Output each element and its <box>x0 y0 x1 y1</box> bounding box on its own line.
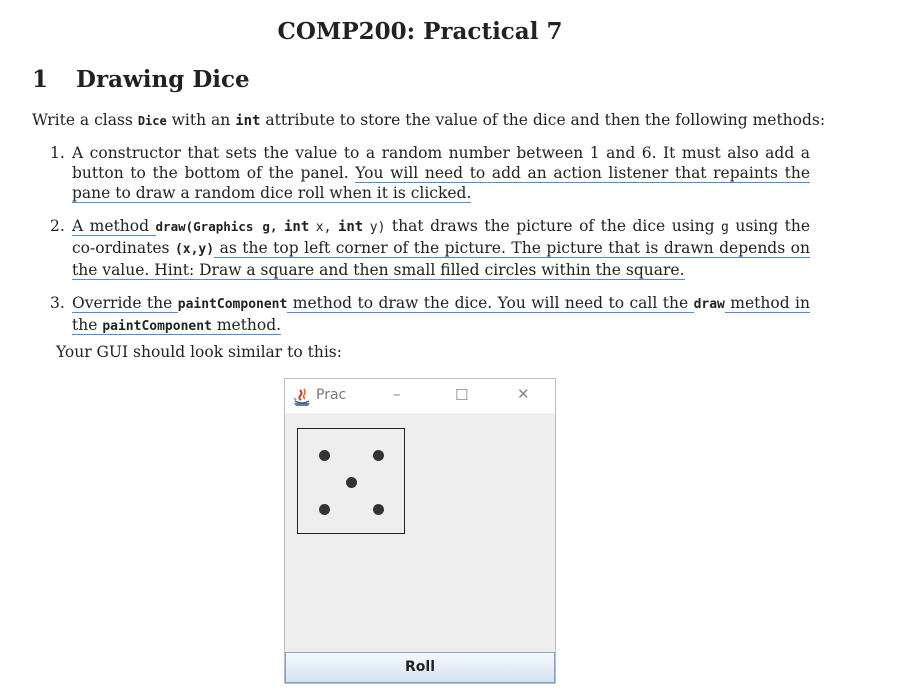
dice-pip <box>373 504 384 515</box>
dice-pip <box>346 477 357 488</box>
item-1-text: A constructor that sets the value to a random number between 1 and 6. It must also add a button to the bottom of the panel. <box>72 144 810 182</box>
dice-square <box>297 428 405 534</box>
list-item <box>50 216 810 280</box>
item-number: 3. <box>50 294 65 312</box>
item-3-code-paintcomponent: paintComponent <box>177 297 288 312</box>
method-list <box>50 143 810 350</box>
item-3-text-c: method in the <box>72 294 810 334</box>
list-item <box>50 293 810 337</box>
item-3-text-a: Override the <box>72 294 178 312</box>
gui-intro-text: Your GUI should look similar to this: <box>56 343 342 361</box>
dice-panel <box>285 413 555 651</box>
document-title: COMP200: Practical 7 <box>277 18 563 45</box>
item-number: 1. <box>50 144 65 162</box>
item-2-code-xy: (x,y) <box>174 242 215 257</box>
java-window <box>284 378 556 684</box>
item-2-text-a: A method <box>72 217 156 235</box>
intro-code-dice: Dice <box>137 114 167 128</box>
item-1-underlined-text: You will need to add an action listener that repaints the pane to draw a random dice roll when it is clicked. <box>72 164 811 202</box>
item-2-code-x: x, <box>315 220 332 235</box>
intro-code-int: int <box>235 113 261 129</box>
item-2-keyword-int: int <box>284 219 310 235</box>
item-2-keyword-int: int <box>337 219 364 235</box>
item-3-text-b: method to draw the dice. You will need to call the <box>287 294 694 312</box>
maximize-button[interactable]: ☐ <box>455 386 469 404</box>
dice-pip <box>319 450 330 461</box>
section-number: 1 <box>32 66 49 93</box>
item-3-code-draw: draw <box>693 297 725 312</box>
intro-text-3: attribute to store the value of the dice and then the following methods: <box>260 111 826 129</box>
item-3-code-paintcomponent-2: paintComponent <box>102 319 212 334</box>
item-2-code-y: y) <box>369 220 386 235</box>
item-2-code-g: g <box>721 220 729 235</box>
java-coffee-icon <box>291 387 313 407</box>
dice-pip <box>319 504 330 515</box>
intro-text-2: with an <box>166 111 236 129</box>
item-2-text-c: using the co-ordinates <box>72 217 811 257</box>
dice-pip <box>373 450 384 461</box>
window-titlebar[interactable] <box>285 379 555 413</box>
close-button[interactable]: ✕ <box>517 385 530 403</box>
window-title: Prac <box>316 387 347 403</box>
item-2-text-d: as the top left corner of the picture. The picture that is drawn depends on the value. Hint: Draw a square and then small filled circles within the square. <box>72 239 810 279</box>
intro-paragraph <box>32 111 832 129</box>
intro-text-1: Write a class <box>32 111 138 129</box>
roll-button[interactable]: Roll <box>285 652 555 683</box>
item-3-text-d: method. <box>211 316 282 334</box>
item-2-code-draw: draw(Graphics g, <box>155 219 278 234</box>
item-2-text-b: that draws the picture of the dice using <box>385 217 722 235</box>
section-title: Drawing Dice <box>76 66 250 93</box>
item-number: 2. <box>50 217 65 235</box>
minimize-button[interactable]: – <box>393 385 401 403</box>
section-heading <box>32 66 250 93</box>
list-item <box>50 143 810 203</box>
